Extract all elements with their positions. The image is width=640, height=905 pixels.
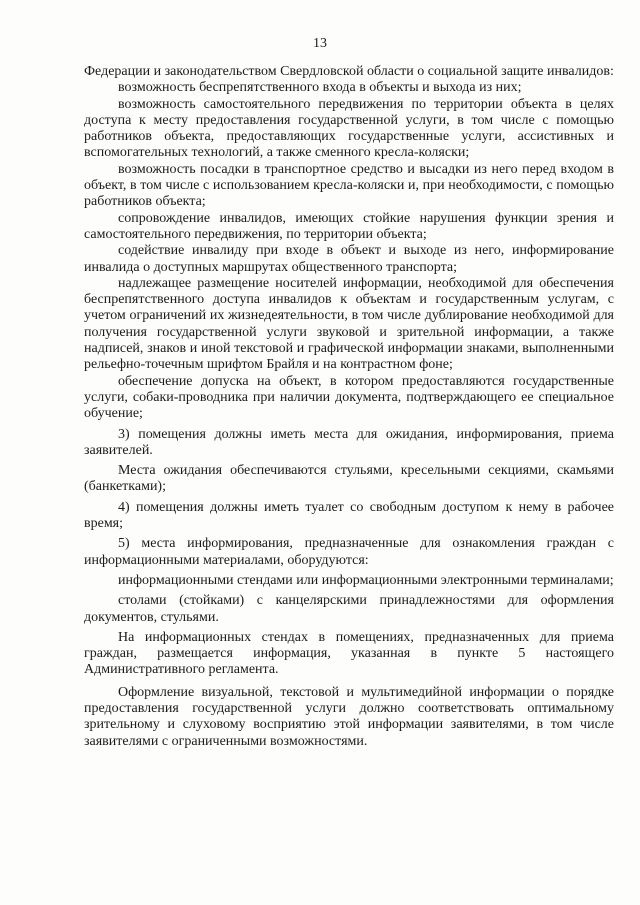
paragraph: 4) помещения должны иметь туалет со свободным доступом к нему в рабочее время; xyxy=(84,499,614,532)
paragraph: 3) помещения должны иметь места для ожидания, информирования, приема заявителей. xyxy=(84,426,614,458)
paragraph: возможность беспрепятственного входа в объекты и выхода из них; xyxy=(118,80,522,96)
paragraph: возможность самостоятельного передвижения по территории объекта в целях доступа к месту предоставления государственной услуги, в том числе с помощью работников объекта, предоставляющих государственные услуги, ассистивных и вспомогательных технологий, а также сменного кресла-коляски; xyxy=(84,96,614,161)
page-number: 13 xyxy=(313,36,327,51)
paragraph: На информационных стендах в помещениях, предназначенных для приема граждан, размещается информация, указанная в пункте 5 настоящего Административного регламента. xyxy=(84,629,614,678)
paragraph: 5) места информирования, предназначенные для ознакомления граждан с информационными материалами, оборудуются: xyxy=(84,536,614,568)
paragraph: содействие инвалиду при входе в объект и выходе из него, информирование инвалида о доступных маршрутах общественного транспорта; xyxy=(84,243,614,275)
paragraph: столами (стойками) с канцелярскими принадлежностями для оформления документов, стульями. xyxy=(84,593,614,625)
paragraph: надлежащее размещение носителей информации, необходимой для обеспечения беспрепятственного доступа инвалидов к объектам и государственным услугам, с учетом ограничений их жизнедеятельности, в том числе дублирование необходимой для получения государственной услуги звуковой и зрительной информации, а также надписей, знаков и иной текстовой и графической информации знаками, выполненными рельефно-точечным шрифтом Брайля и на контрастном фоне; xyxy=(84,275,614,373)
paragraph: информационными стендами или информационными электронными терминалами; xyxy=(118,572,614,588)
paragraph: Оформление визуальной, текстовой и мультимедийной информации о порядке предоставления государственной услуги должно соответствовать оптимальному зрительному и слуховому восприятию этой информации заявителями, в том числе заявителями с ограниченными возможностями. xyxy=(84,684,614,749)
paragraph: возможность посадки в транспортное средство и высадки из него перед входом в объект, в том числе с использованием кресла-коляски и, при необходимости, с помощью работников объекта; xyxy=(84,161,614,210)
paragraph: сопровождение инвалидов, имеющих стойкие нарушения функции зрения и самостоятельного передвижения, по территории объекта; xyxy=(84,210,614,242)
document-body xyxy=(84,64,614,750)
paragraph: обеспечение допуска на объект, в котором предоставляются государственные услуги, собаки-проводника при наличии документа, подтверждающего ее специальное обучение; xyxy=(84,373,614,422)
paragraph: Места ожидания обеспечиваются стульями, кресельными секциями, скамьями (банкетками); xyxy=(84,463,614,495)
paragraph: Федерации и законодательством Свердловской области о социальной защите инвалидов: xyxy=(84,64,614,79)
